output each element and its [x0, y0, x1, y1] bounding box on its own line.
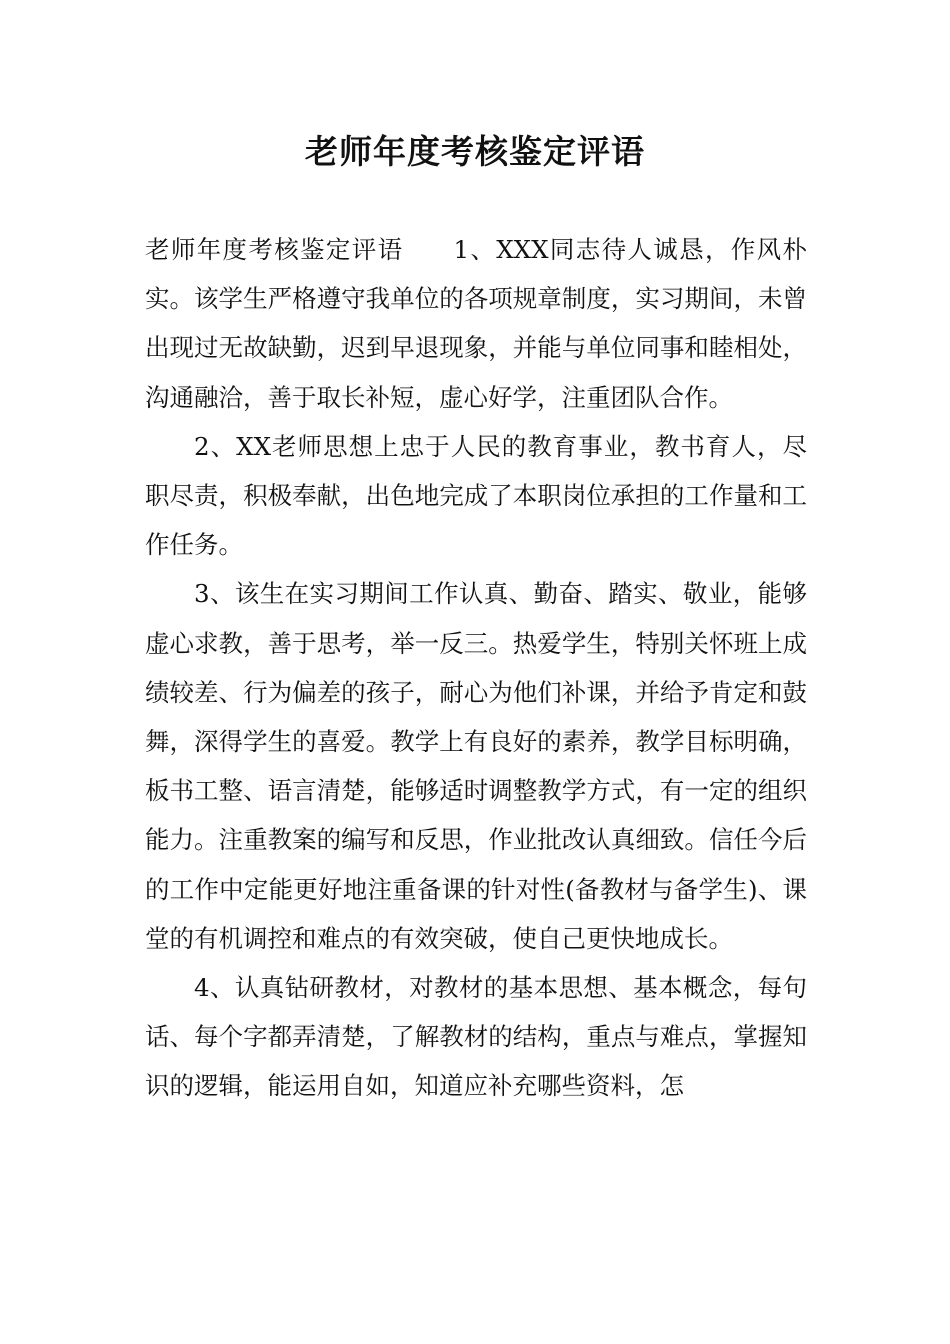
paragraph-1-text: 1、XXX同志待人诚恳，作风朴实。该学生严格遵守我单位的各项规章制度，实习期间，未曾出现过无故缺勤，迟到早退现象，并能与单位同事和睦相处，沟通融洽，善于取长补短，虚心好学，注重团队合作。	[145, 235, 807, 412]
paragraph-4: 4、认真钻研教材，对教材的基本思想、基本概念，每句话、每个字都弄清楚，了解教材的结构，重点与难点，掌握知识的逻辑，能运用自如，知道应补充哪些资料，怎	[145, 973, 807, 1101]
paragraph-2: 2、XX老师思想上忠于人民的教育事业，教书育人，尽职尽责，积极奉献，出色地完成了本职岗位承担的工作量和工作任务。	[145, 431, 807, 560]
document-title: 老师年度考核鉴定评语	[305, 132, 645, 171]
intro-heading: 老师年度考核鉴定评语	[145, 235, 404, 264]
document-body	[145, 225, 807, 1111]
paragraph-3: 3、该生在实习期间工作认真、勤奋、踏实、敬业，能够虚心求教，善于思考，举一反三。热爱学生，特别关怀班上成绩较差、行为偏差的孩子，耐心为他们补课，并给予肯定和鼓舞，深得学生的喜爱。教学上有良好的素养，教学目标明确，板书工整、语言清楚，能够适时调整教学方式，有一定的组织能力。注重教案的编写和反思，作业批改认真细致。信任今后的工作中定能更好地注重备课的针对性(备教材与备学生)、课堂的有机调控和难点的有效突破，使自己更快地成长。	[145, 579, 807, 953]
paragraph-1	[145, 225, 807, 422]
